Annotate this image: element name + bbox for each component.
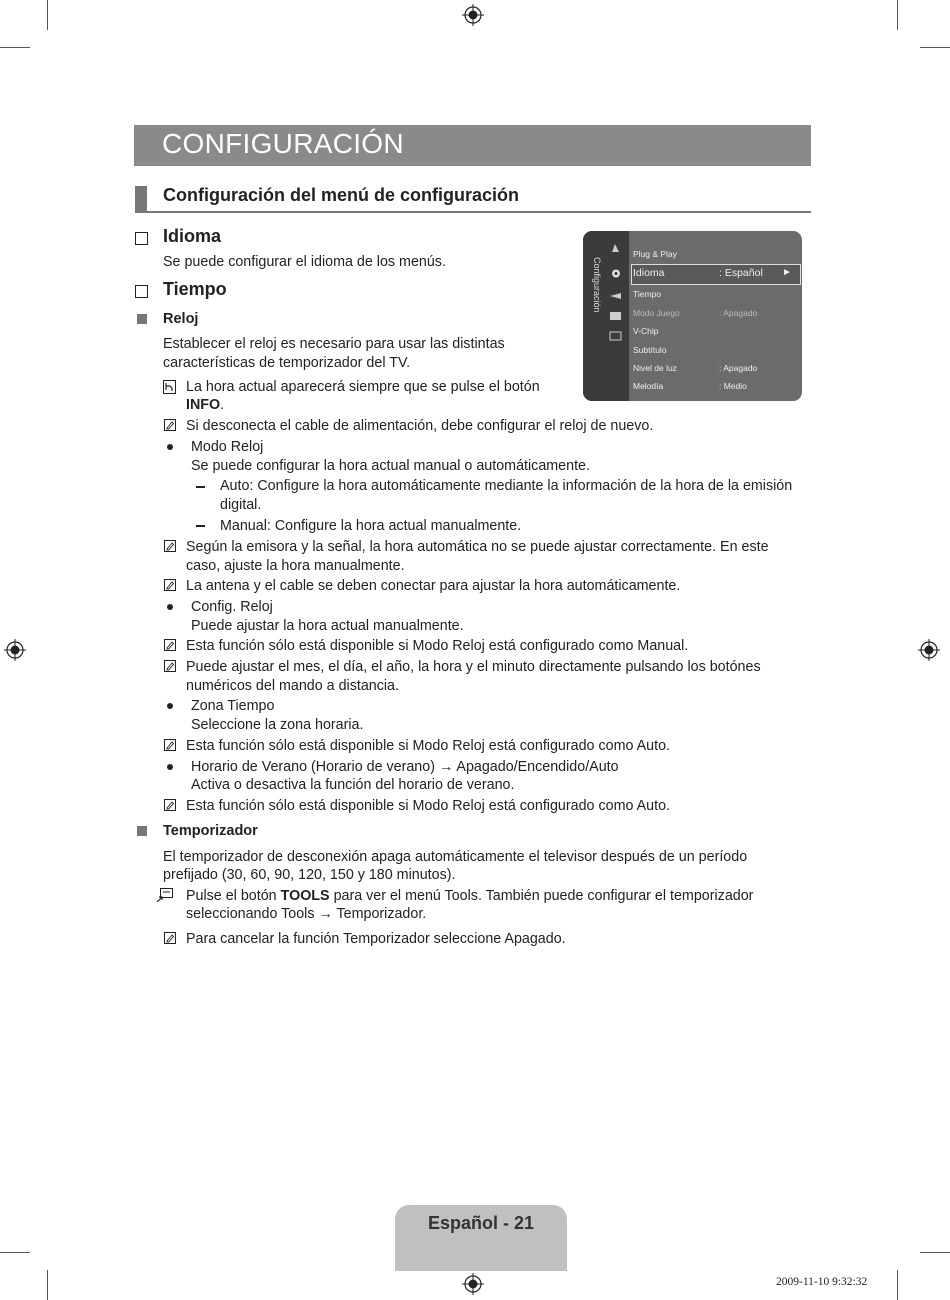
osd-arrow-icon: ►: [782, 267, 792, 278]
checkbox-icon: [135, 232, 148, 245]
osd-item-idioma: Idioma: [633, 267, 665, 279]
note-icon: [164, 419, 176, 431]
modo-manual: Manual: Configure la hora actual manualmente.: [220, 518, 522, 534]
page-title: CONFIGURACIÓN: [162, 128, 404, 159]
osd-item-modo-juego: Modo Juego: [633, 308, 680, 318]
reloj-desc-line2: características de temporizador del TV.: [163, 355, 411, 371]
horario-desc: Activa o desactiva la función del horario de verano.: [191, 777, 515, 793]
dash-bullet: [196, 525, 205, 527]
page-footer-tab: [395, 1205, 567, 1271]
note-icon: [164, 739, 176, 751]
osd-item-subtitulo: Subtítulo: [633, 345, 667, 355]
crop-mark: [47, 0, 48, 30]
tools-button-label: TOOLS: [280, 888, 330, 904]
note-icon: [164, 639, 176, 651]
zona-tiempo-label: Zona Tiempo: [191, 698, 275, 714]
info-note-end: .: [220, 397, 225, 413]
config-reloj-desc: Puede ajustar la hora actual manualmente.: [191, 618, 464, 634]
temporizador-desc-line1: El temporizador de desconexión apaga automáticamente el televisor después de un período: [163, 849, 748, 865]
info-note-line1: La hora actual aparecerá siempre que se pulse el botón: [186, 379, 540, 395]
note-numericos-line1: Puede ajustar el mes, el día, el año, la hora y el minuto directamente pulsando los botónes: [186, 659, 761, 675]
temporizador-heading: Temporizador: [163, 823, 258, 839]
square-bullet-icon: [137, 826, 147, 836]
registration-mark-icon: [462, 1273, 484, 1295]
note-cancel: Para cancelar la función Temporizador seleccione Apagado.: [186, 931, 566, 947]
bullet-dot-icon: [167, 764, 173, 770]
checkbox-icon: [135, 285, 148, 298]
crop-mark: [920, 47, 950, 48]
section-divider: [135, 211, 811, 213]
tools-pre: Pulse el botón: [186, 888, 281, 904]
note-auto-1: Esta función sólo está disponible si Modo Reloj está configurado como Auto.: [186, 738, 670, 754]
crop-mark: [0, 47, 30, 48]
tools-line1: [186, 887, 753, 905]
note-icon: [164, 540, 176, 552]
bullet-dot-icon: [167, 444, 173, 450]
print-timestamp: 2009-11-10 9:32:32: [776, 1276, 868, 1288]
bullet-dot-icon: [167, 604, 173, 610]
section-marker: [135, 186, 147, 212]
config-reloj-label: Config. Reloj: [191, 599, 273, 615]
picture-icon: [609, 243, 622, 253]
reloj-desc-line1: Establecer el reloj es necesario para usar las distintas: [163, 336, 505, 352]
osd-menu-screenshot: [583, 231, 802, 401]
crop-mark: [897, 0, 898, 30]
note-emisora-line2: caso, ajuste la hora manualmente.: [186, 558, 405, 574]
osd-item-tiempo: Tiempo: [633, 289, 662, 299]
note-emisora-line1: Según la emisora y la señal, la hora automática no se puede ajustar correctamente. En este: [186, 539, 769, 555]
note-icon: [164, 932, 176, 944]
info-button-label: INFO: [186, 397, 221, 413]
registration-mark-icon: [4, 639, 26, 661]
osd-side-label: Configuración: [592, 257, 602, 313]
note-manual: Esta función sólo está disponible si Modo Reloj está configurado como Manual.: [186, 638, 689, 654]
osd-item-v-chip: V-Chip: [633, 326, 659, 336]
note-numericos-line2: numéricos del mando a distancia.: [186, 678, 399, 694]
osd-side-panel: [583, 231, 603, 401]
osd-value-modo-juego: : Apagado: [719, 308, 758, 318]
osd-item-melodia: Melodía: [633, 381, 664, 391]
note-icon: [164, 660, 176, 672]
square-bullet-icon: [137, 314, 147, 324]
bullet-dot-icon: [167, 703, 173, 709]
note-auto-2: Esta función sólo está disponible si Modo Reloj está configurado como Auto.: [186, 798, 670, 814]
crop-mark: [0, 1252, 30, 1253]
note-icon: [164, 799, 176, 811]
crop-mark: [47, 1270, 48, 1300]
note-antena: La antena y el cable se deben conectar para ajustar la hora automáticamente.: [186, 578, 681, 594]
horario-label: Horario de Verano (Horario de verano) → Apagado/Encendido/Auto: [191, 759, 619, 775]
section-title: Configuración del menú de configuración: [163, 185, 520, 205]
page-number: Español - 21: [427, 1213, 535, 1233]
input-icon: [609, 311, 622, 321]
osd-value-idioma: : Español: [719, 267, 763, 279]
crop-mark: [920, 1252, 950, 1253]
modo-reloj-desc: Se puede configurar la hora actual manual o automáticamente.: [191, 458, 590, 474]
registration-mark-icon: [462, 4, 484, 26]
modo-reloj-label: Modo Reloj: [191, 439, 264, 455]
gear-icon: [609, 267, 623, 280]
tiempo-heading: Tiempo: [163, 279, 227, 299]
tools-post: para ver el menú Tools. También puede configurar el temporizador: [329, 888, 754, 904]
info-note-line2: [186, 396, 224, 414]
dash-bullet: [196, 486, 205, 488]
info-icon: [163, 380, 176, 394]
temporizador-desc-line2: prefijado (30, 60, 90, 120, 150 y 180 minutos).: [163, 867, 456, 883]
idioma-heading: Idioma: [163, 226, 222, 246]
tools-icon: [156, 888, 173, 903]
osd-value-melodia: : Medio: [719, 381, 747, 391]
registration-mark-icon: [918, 639, 940, 661]
page-title-bar: [134, 125, 811, 166]
crop-mark: [897, 1270, 898, 1300]
channel-icon: [609, 291, 622, 301]
zona-tiempo-desc: Seleccione la zona horaria.: [191, 717, 364, 733]
osd-value-nivel-luz: : Apagado: [719, 363, 758, 373]
reloj-heading: Reloj: [163, 311, 199, 327]
osd-item-nivel-luz: Nivel de luz: [633, 363, 677, 373]
modo-auto-line2: digital.: [220, 497, 262, 513]
note-icon: [164, 579, 176, 591]
support-icon: [609, 331, 622, 341]
idioma-desc: Se puede configurar el idioma de los menús.: [163, 254, 446, 270]
note-reconnect: Si desconecta el cable de alimentación, debe configurar el reloj de nuevo.: [186, 418, 654, 434]
osd-item-plug-play: Plug & Play: [633, 249, 677, 259]
modo-auto-line1: Auto: Configure la hora automáticamente mediante la información de la hora de la emisión: [220, 478, 793, 494]
tools-line2: seleccionando Tools → Temporizador.: [186, 906, 427, 922]
osd-icon-column: [603, 231, 629, 401]
